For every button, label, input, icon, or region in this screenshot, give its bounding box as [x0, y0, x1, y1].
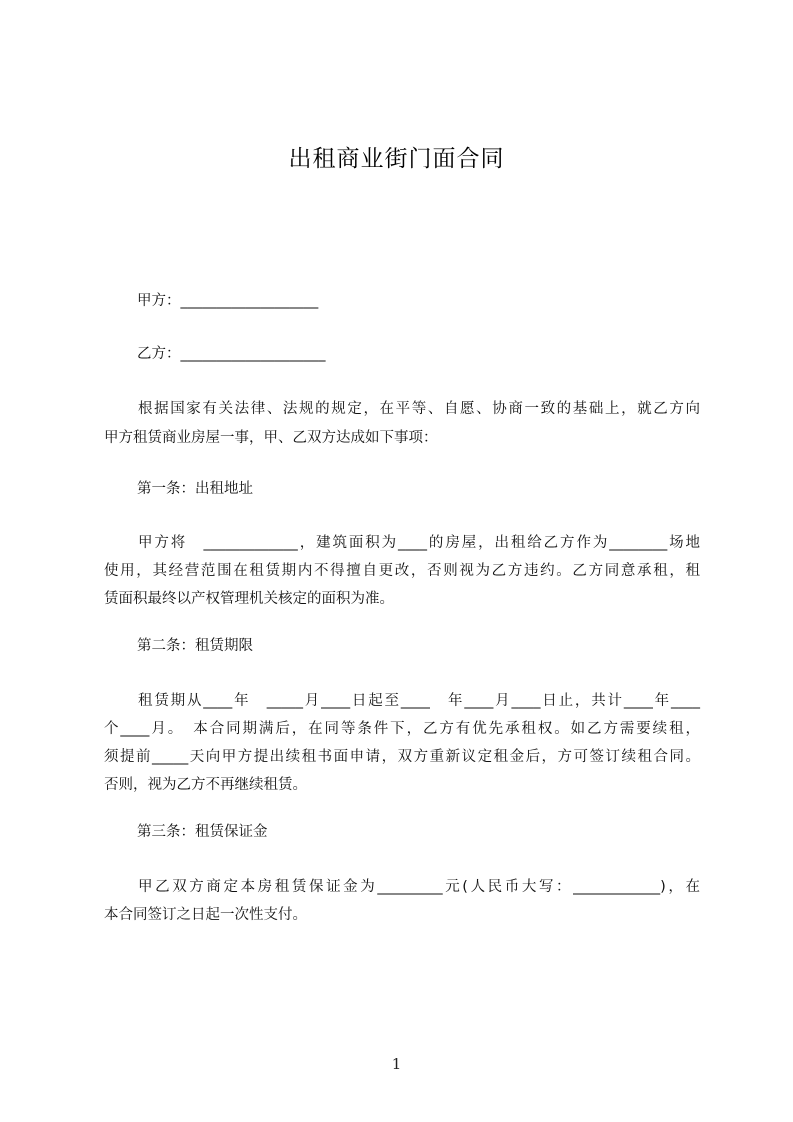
article2-heading: 第二条：租赁期限	[137, 638, 253, 654]
article1-line-2: 使用，其经营范围在租赁期内不得擅自更改，否则视为乙方违约。乙方同意承租，租	[104, 563, 700, 579]
intro-line-2: 甲方租赁商业房屋一事，甲、乙双方达成如下事项：	[104, 430, 438, 446]
document-title: 出租商业街门面合同	[288, 146, 505, 172]
party-b-line: 乙方：____________________	[137, 346, 326, 362]
article2-line-4: 否则，视为乙方不再继续租赁。	[104, 777, 307, 793]
article3-heading: 第三条：租赁保证金	[137, 824, 268, 840]
page-number: 1	[391, 1055, 402, 1073]
article2-line-1: 租赁期从____年 _____月____日起至____ 年____月____日止，共计____年____	[138, 693, 700, 709]
article3-line-2: 本合同签订之日起一次性支付。	[104, 907, 307, 923]
article1-line-3: 赁面积最终以产权管理机关核定的面积为准。	[104, 591, 394, 607]
intro-line-1: 根据国家有关法律、法规的规定，在平等、自愿、协商一致的基础上，就乙方向	[138, 401, 700, 417]
article2-line-2: 个____月。 本合同期满后，在同等条件下，乙方有优先承租权。如乙方需要续租，	[104, 721, 700, 737]
article1-line-1: 甲方将 _____________，建筑面积为____的房屋，出租给乙方作为________场地	[138, 535, 700, 551]
article3-line-1: 甲乙双方商定本房租赁保证金为_________元(人民币大写：____________)，在	[138, 879, 700, 895]
party-a-line: 甲方：___________________	[137, 293, 319, 309]
article1-heading: 第一条：出租地址	[137, 481, 253, 497]
article2-line-3: 须提前_____天向甲方提出续租书面申请，双方重新议定租金后，方可签订续租合同。	[104, 749, 700, 765]
